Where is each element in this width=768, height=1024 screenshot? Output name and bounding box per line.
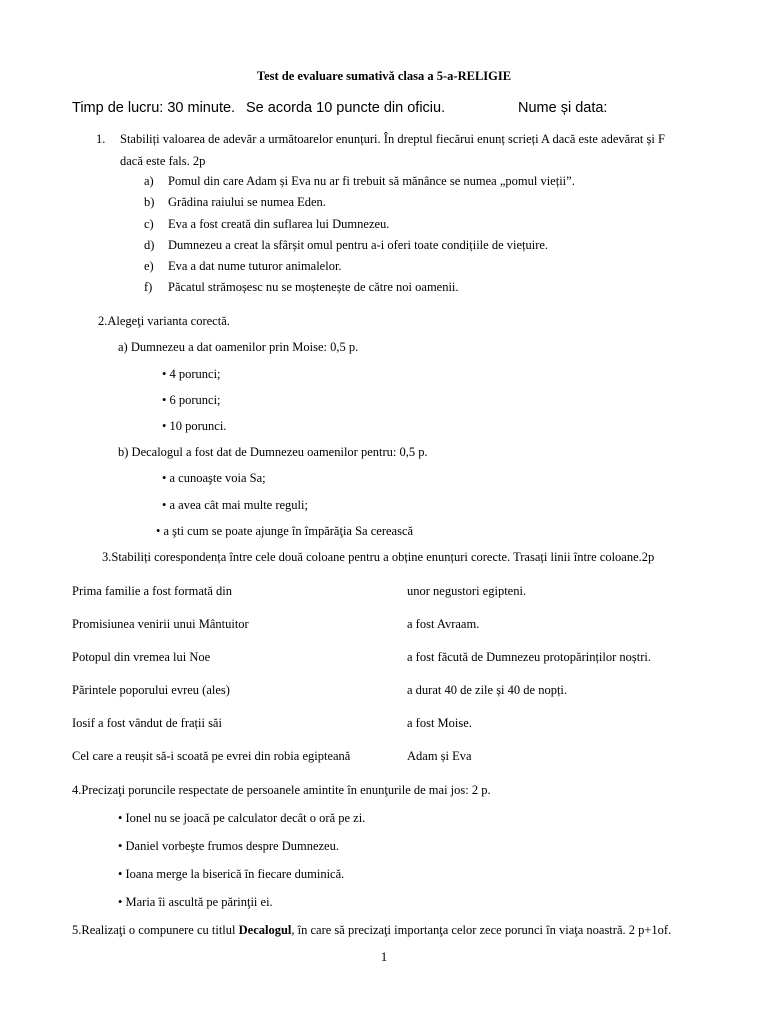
q1-item-text: Dumnezeu a creat la sfârșit omul pentru a-i oferi toate condițiile de viețuire.	[168, 238, 549, 252]
q1-item-text: Păcatul strămoșesc nu se moștenește de către noi oamenii.	[168, 280, 459, 294]
q1-instruction-line1: Stabiliți valoarea de adevăr a următoarelor enunțuri. În dreptul fiecărui enunț scrieți A dacă este adevărat și F	[120, 132, 665, 146]
q2b-question: b) Decalogul a fost dat de Dumnezeu oamenilor pentru: 0,5 p.	[118, 445, 428, 459]
q4-item: • Maria îi ascultă pe părinţii ei.	[118, 895, 273, 909]
q3-right-item: a fost Moise.	[407, 716, 472, 730]
time-limit: Timp de lucru: 30 minute.	[72, 100, 236, 116]
q3-right-item: a fost făcută de Dumnezeu protopărinților noștri.	[407, 650, 652, 664]
q5-essay-title: Decalogul	[238, 923, 292, 937]
q3-right-item: a fost Avraam.	[407, 617, 480, 631]
q4-heading: 4.Precizaţi poruncile respectate de persoanele amintite în enunţurile de mai jos: 2 p.	[72, 783, 491, 797]
q1-instruction-line2: dacă este fals. 2p	[120, 154, 206, 168]
q1-item-letter: b)	[144, 195, 155, 209]
q1-item-letter: e)	[144, 259, 154, 273]
q5-instruction	[72, 924, 671, 937]
q3-left-item: Cel care a reușit să-i scoată pe evrei din robia egipteană	[72, 749, 351, 763]
q3-left-item: Prima familie a fost formată din	[72, 584, 233, 598]
q3-right-item: a durat 40 de zile și 40 de nopți.	[407, 683, 568, 697]
q2-heading: 2.Alegeţi varianta corectă.	[98, 314, 230, 328]
q1-item-letter: a)	[144, 174, 154, 188]
q4-item: • Ioana merge la biserică în fiecare duminică.	[118, 867, 345, 881]
name-date-field: Nume și data:	[518, 100, 608, 116]
q3-left-item: Iosif a fost vândut de frații săi	[72, 716, 222, 730]
q1-item-text: Eva a dat nume tuturor animalelor.	[168, 259, 342, 273]
q5-prefix: 5.Realizaţi o compunere cu titlul	[72, 923, 239, 937]
q3-right-item: unor negustori egipteni.	[407, 584, 527, 598]
page-title: Test de evaluare sumativă clasa a 5-a-RELIGIE	[256, 69, 512, 83]
q2a-option: • 6 porunci;	[162, 393, 221, 407]
q3-left-item: Potopul din vremea lui Noe	[72, 650, 211, 664]
q2a-option: • 4 porunci;	[162, 367, 221, 381]
q2b-option: • a şti cum se poate ajunge în împărăţia Sa cerească	[156, 524, 414, 538]
q2a-question: a) Dumnezeu a dat oamenilor prin Moise: 0,5 p.	[118, 340, 359, 354]
q1-item-text: Eva a fost creată din suflarea lui Dumnezeu.	[168, 217, 390, 231]
q2b-option: • a avea cât mai multe reguli;	[162, 498, 308, 512]
q1-item-text: Pomul din care Adam și Eva nu ar fi trebuit să mănânce se numea „pomul vieții”.	[168, 174, 575, 188]
q1-item-letter: f)	[144, 280, 153, 294]
q2b-option: • a cunoaşte voia Sa;	[162, 471, 266, 485]
q3-left-item: Părintele poporului evreu (ales)	[72, 683, 230, 697]
q3-right-item: Adam și Eva	[407, 749, 472, 763]
q1-item-text: Grădina raiului se numea Eden.	[168, 195, 326, 209]
q1-item-letter: c)	[144, 217, 154, 231]
q3-heading: 3.Stabiliți corespondența între cele două coloane pentru a obține enunțuri corecte. Trasați linii între coloane.2p	[102, 550, 655, 564]
points-info: Se acorda 10 puncte din oficiu.	[246, 100, 446, 116]
q4-item: • Daniel vorbeşte frumos despre Dumnezeu.	[118, 839, 339, 853]
q1-item-letter: d)	[144, 238, 155, 252]
q2a-option: • 10 porunci.	[162, 419, 227, 433]
page-number: 1	[380, 949, 388, 964]
q5-suffix: , în care să precizaţi importanţa celor zece porunci în viaţa noastră. 2 p+1of.	[291, 923, 672, 937]
q4-item: • Ionel nu se joacă pe calculator decât o oră pe zi.	[118, 811, 366, 825]
q3-left-item: Promisiunea venirii unui Mântuitor	[72, 617, 249, 631]
q1-number: 1.	[96, 132, 106, 146]
